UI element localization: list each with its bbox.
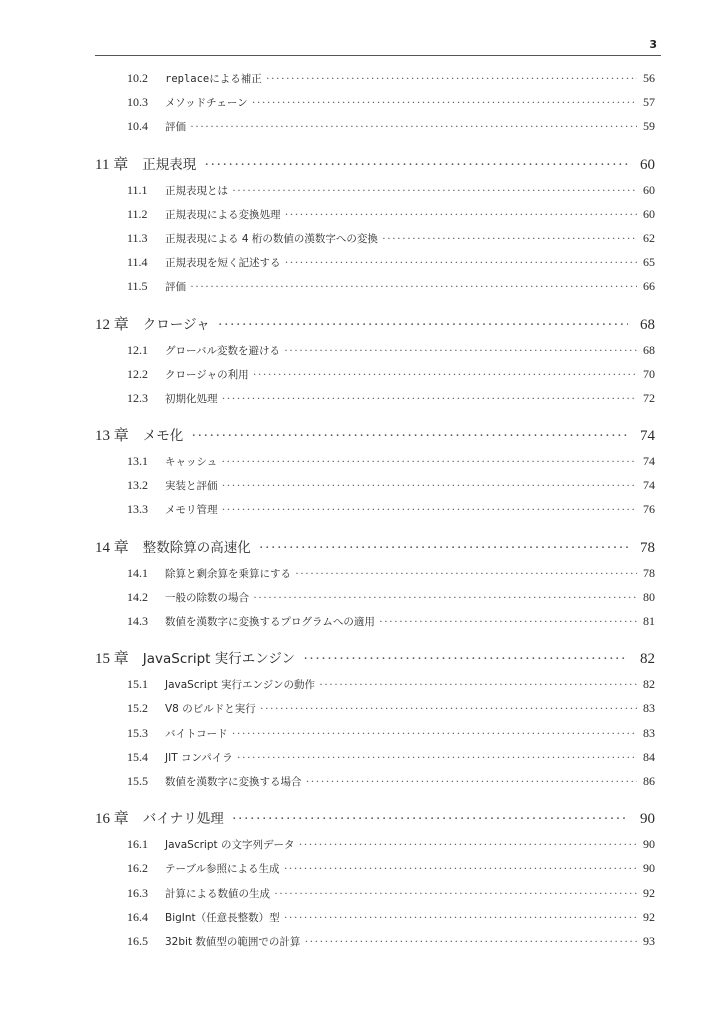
dot-leader — [319, 672, 637, 696]
chapter-14 — [95, 535, 655, 634]
chapter-title: JavaScript 実行エンジン — [142, 651, 296, 668]
dot-leader — [304, 929, 637, 953]
section-number: 15.5 — [127, 773, 148, 788]
dot-leader — [379, 609, 637, 633]
section-title: グローバル変数を避ける — [165, 344, 280, 357]
section-number: 14.1 — [127, 565, 148, 580]
chapter-12 — [95, 312, 655, 411]
chapter-13 — [95, 423, 655, 522]
dot-leader — [218, 312, 628, 338]
section-title: 数値を漢数字に変換する場合 — [165, 775, 302, 788]
section-number: 12.3 — [127, 390, 148, 405]
chapter-16 — [95, 806, 655, 953]
section-title: 一般の除数の場合 — [165, 591, 249, 604]
section-number: 11.4 — [127, 255, 148, 270]
dot-leader — [191, 423, 628, 449]
chapter-page: 90 — [640, 811, 655, 828]
toc-section-10-3[interactable] — [95, 90, 655, 114]
section-title: メモリ管理 — [165, 504, 218, 517]
section-number: 16.5 — [127, 933, 148, 948]
chapter-number: 13 章 — [95, 428, 129, 445]
chapter-number: 11 章 — [95, 156, 129, 173]
dot-leader — [295, 561, 637, 585]
toc-section-14-3[interactable] — [95, 609, 655, 633]
dot-leader — [382, 226, 637, 250]
section-number: 15.1 — [127, 677, 148, 692]
section-title: 計算による数値の生成 — [165, 887, 270, 900]
toc-chapter-14[interactable] — [95, 535, 655, 561]
toc-section-10-2[interactable] — [95, 66, 655, 90]
toc-section-13-2[interactable] — [95, 473, 655, 497]
toc-chapter-13[interactable] — [95, 423, 655, 449]
chapter-number: 14 章 — [95, 539, 129, 556]
dot-leader — [232, 178, 637, 202]
toc-section-16-3[interactable] — [95, 881, 655, 905]
section-title: テーブル参照による生成 — [165, 863, 280, 876]
toc-section-11-2[interactable] — [95, 202, 655, 226]
section-page: 66 — [643, 279, 655, 294]
section-page: 68 — [643, 342, 655, 357]
chapter-page: 78 — [640, 539, 655, 556]
dot-leader — [284, 856, 637, 880]
section-title: バイトコード — [165, 727, 228, 740]
section-number: 10.4 — [127, 119, 148, 134]
section-title: 正規表現による変換処理 — [165, 208, 281, 221]
section-page: 60 — [643, 182, 655, 197]
section-number: 12.2 — [127, 366, 148, 381]
section-title: 正規表現とは — [165, 184, 228, 197]
dot-leader — [260, 696, 637, 720]
dot-leader — [253, 585, 637, 609]
section-title: 実装と評価 — [165, 480, 218, 493]
section-title: BigInt（任意長整数）型 — [165, 911, 280, 924]
toc-section-15-4[interactable] — [95, 745, 655, 769]
section-title: 数値を漢数字に変換するプログラムへの適用 — [165, 616, 375, 628]
toc-section-11-5[interactable] — [95, 274, 655, 298]
header-rule — [95, 55, 661, 56]
dot-leader — [232, 806, 628, 832]
chapter-number: 12 章 — [95, 316, 129, 333]
section-page: 65 — [643, 255, 655, 270]
toc-chapter-15[interactable] — [95, 646, 655, 672]
section-title: 初期化処理 — [165, 392, 218, 405]
dot-leader — [253, 362, 637, 386]
section-page: 76 — [643, 502, 655, 517]
toc-section-11-4[interactable] — [95, 250, 655, 274]
section-number: 14.2 — [127, 589, 148, 604]
section-number: 16.1 — [127, 837, 148, 852]
section-page: 80 — [643, 589, 655, 604]
section-title: JavaScript 実行エンジンの動作 — [165, 679, 315, 692]
chapter-page: 74 — [640, 428, 655, 445]
chapter-number: 16 章 — [95, 811, 129, 828]
section-number: 15.2 — [127, 701, 148, 716]
toc-section-16-5[interactable] — [95, 929, 655, 953]
chapter-title: メモ化 — [142, 428, 184, 445]
dot-leader — [222, 386, 638, 410]
section-title-code: replace — [165, 73, 210, 85]
section-title: 正規表現を短く記述する — [165, 257, 281, 270]
section-number: 16.2 — [127, 861, 148, 876]
section-title: メソッドチェーン — [165, 97, 248, 110]
toc-section-10-4[interactable] — [95, 114, 655, 138]
section-title: による補正 — [209, 73, 262, 85]
toc-section-16-1[interactable] — [95, 832, 655, 856]
section-title: 32bit 数値型の範囲での計算 — [165, 935, 301, 948]
toc-chapter-16[interactable] — [95, 806, 655, 832]
chapter-page: 82 — [640, 651, 655, 668]
section-page: 59 — [643, 119, 655, 134]
section-title: 除算と剰余算を乗算にする — [165, 567, 291, 580]
section-title: JavaScript の文字列データ — [165, 839, 295, 852]
section-page: 84 — [643, 749, 655, 764]
section-title: V8 のビルドと実行 — [165, 703, 256, 716]
section-title: JIT コンパイラ — [165, 751, 233, 764]
toc-section-12-1[interactable] — [95, 338, 655, 362]
dot-leader — [259, 535, 628, 561]
toc-section-16-2[interactable] — [95, 856, 655, 880]
section-page: 92 — [643, 885, 655, 900]
toc-section-13-3[interactable] — [95, 497, 655, 521]
section-number: 10.3 — [127, 95, 148, 110]
section-number: 14.3 — [127, 614, 148, 628]
section-page: 74 — [643, 454, 655, 469]
section-number: 10.2 — [127, 71, 148, 85]
section-number: 16.3 — [127, 885, 148, 900]
section-page: 90 — [643, 861, 655, 876]
chapter-title: クロージャ — [142, 316, 210, 333]
section-page: 74 — [643, 478, 655, 493]
dot-leader — [298, 832, 637, 856]
section-number: 13.3 — [127, 502, 148, 517]
section-title: クロージャの利用 — [165, 368, 249, 381]
toc-section-15-2[interactable] — [95, 696, 655, 720]
toc-chapter-11[interactable] — [95, 152, 655, 178]
dot-leader — [222, 473, 638, 497]
section-number: 13.1 — [127, 454, 148, 469]
dot-leader — [204, 152, 628, 178]
chapter-11 — [95, 152, 655, 299]
section-page: 72 — [643, 390, 655, 405]
toc-section-11-1[interactable] — [95, 178, 655, 202]
section-title: キャッシュ — [165, 456, 218, 469]
section-number: 12.1 — [127, 342, 148, 357]
section-page: 86 — [643, 773, 655, 788]
section-number: 15.4 — [127, 749, 148, 764]
dot-leader — [285, 250, 638, 274]
table-of-contents — [95, 66, 655, 953]
dot-leader — [221, 449, 637, 473]
dot-leader — [306, 769, 638, 793]
section-title: 評価 — [165, 121, 186, 134]
section-page: 90 — [643, 837, 655, 852]
toc-section-16-4[interactable] — [95, 905, 655, 929]
toc-section-12-2[interactable] — [95, 362, 655, 386]
toc-section-15-5[interactable] — [95, 769, 655, 793]
dot-leader — [303, 646, 628, 672]
toc-section-14-1[interactable] — [95, 561, 655, 585]
chapter-page: 68 — [640, 316, 655, 333]
chapter-title: バイナリ処理 — [142, 811, 224, 828]
section-page: 70 — [643, 366, 655, 381]
chapter-number: 15 章 — [95, 651, 129, 668]
dot-leader — [252, 90, 637, 114]
section-page: 83 — [643, 701, 655, 716]
chapter-page: 60 — [640, 156, 655, 173]
chapter-10-continued — [95, 66, 655, 139]
section-number: 16.4 — [127, 909, 148, 924]
section-title: 評価 — [165, 281, 186, 294]
dot-leader — [285, 202, 638, 226]
dot-leader — [232, 721, 637, 745]
chapter-15 — [95, 646, 655, 793]
section-page: 82 — [643, 677, 655, 692]
section-number: 11.5 — [127, 279, 148, 294]
section-title: 正規表現による 4 桁の数値の漢数字への変換 — [165, 232, 378, 245]
section-page: 83 — [643, 725, 655, 740]
toc-section-11-3[interactable] — [95, 226, 655, 250]
section-number: 11.1 — [127, 182, 148, 197]
section-page: 92 — [643, 909, 655, 924]
section-page: 56 — [643, 71, 655, 85]
toc-section-15-1[interactable] — [95, 672, 655, 696]
section-number: 15.3 — [127, 725, 148, 740]
chapter-title: 整数除算の高速化 — [142, 539, 251, 556]
section-number: 11.3 — [127, 230, 148, 245]
section-page: 81 — [643, 614, 655, 628]
dot-leader — [237, 745, 637, 769]
dot-leader — [284, 905, 637, 929]
section-number: 11.2 — [127, 206, 148, 221]
dot-leader — [266, 66, 637, 90]
section-page: 57 — [643, 95, 655, 110]
dot-leader — [190, 274, 637, 298]
toc-section-14-2[interactable] — [95, 585, 655, 609]
section-page: 93 — [643, 933, 655, 948]
section-page: 60 — [643, 206, 655, 221]
dot-leader — [274, 881, 637, 905]
page-number: 3 — [649, 38, 657, 51]
dot-leader — [284, 338, 637, 362]
chapter-title: 正規表現 — [142, 156, 197, 173]
section-page: 62 — [643, 230, 655, 245]
toc-section-15-3[interactable] — [95, 721, 655, 745]
dot-leader — [190, 114, 637, 138]
toc-section-13-1[interactable] — [95, 449, 655, 473]
dot-leader — [222, 497, 638, 521]
section-number: 13.2 — [127, 478, 148, 493]
toc-chapter-12[interactable] — [95, 312, 655, 338]
section-page: 78 — [643, 565, 655, 580]
toc-section-12-3[interactable] — [95, 386, 655, 410]
